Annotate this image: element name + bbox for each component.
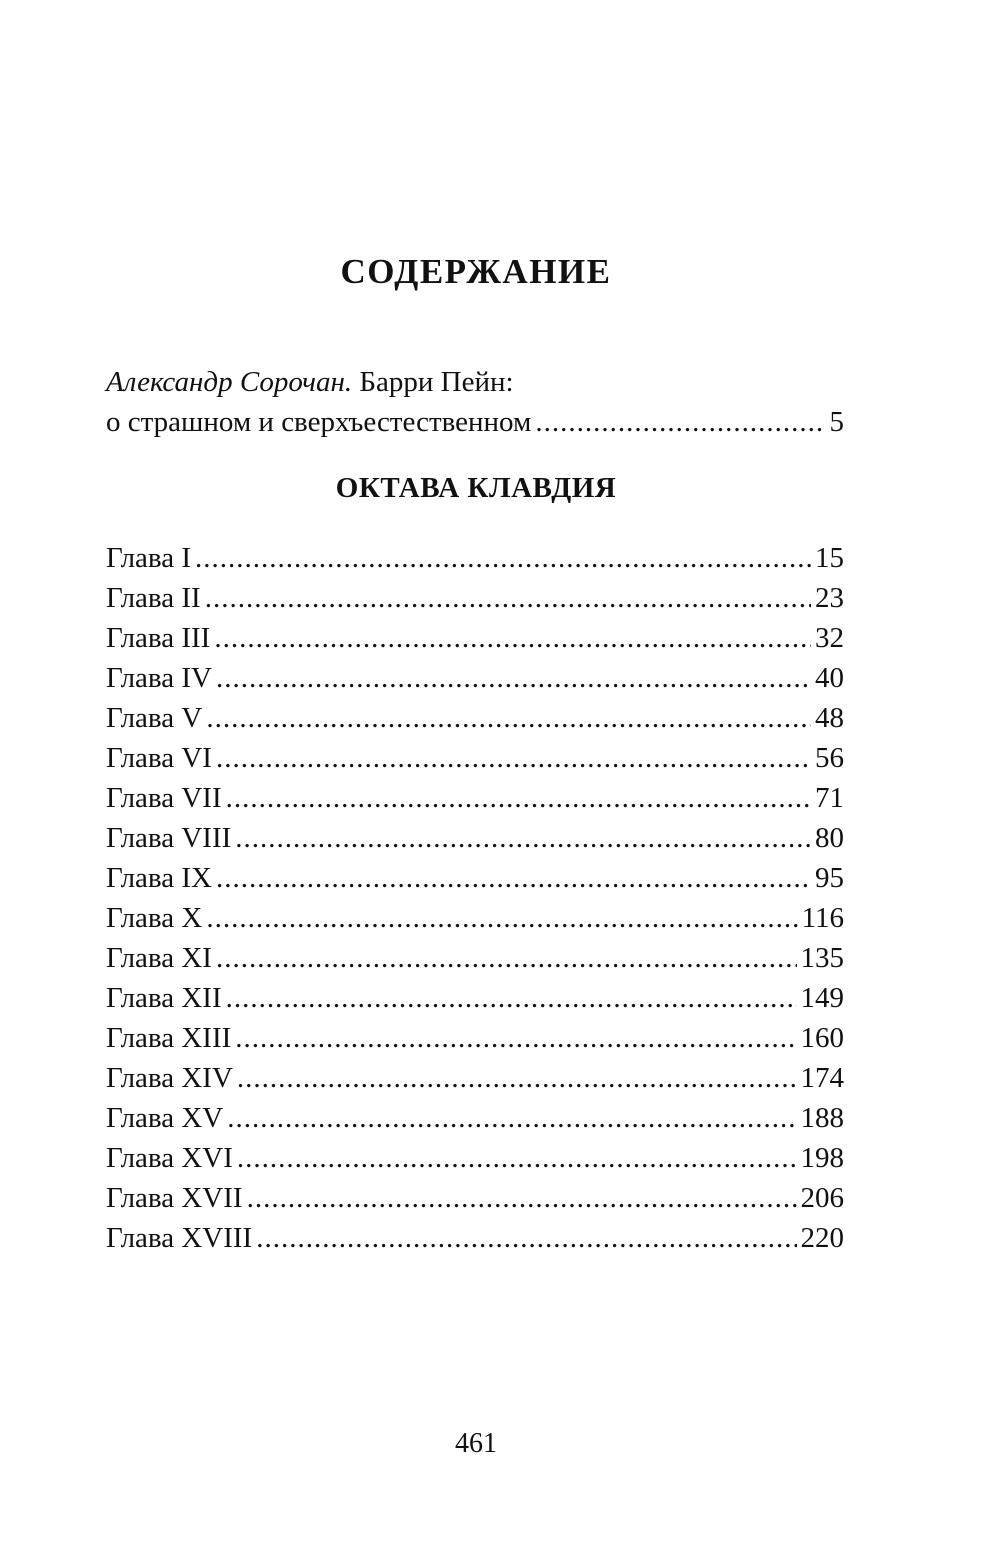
intro-author: Александр Сорочан. bbox=[106, 366, 353, 398]
chapter-label: Глава XI bbox=[106, 942, 212, 974]
chapter-page-number: 198 bbox=[800, 1142, 844, 1174]
chapter-label: Глава XVI bbox=[106, 1142, 233, 1174]
toc-entry bbox=[106, 898, 844, 938]
toc-entry bbox=[106, 1218, 844, 1258]
leader-dots bbox=[216, 938, 797, 978]
section-title: ОКТАВА КЛАВДИЯ bbox=[335, 472, 617, 504]
chapter-page-number: 32 bbox=[815, 622, 844, 654]
intro-line-2 bbox=[106, 402, 844, 442]
toc-entry bbox=[106, 578, 844, 618]
chapter-page-number: 23 bbox=[815, 582, 844, 614]
chapter-label: Глава VIII bbox=[106, 822, 232, 854]
chapter-label: Глава XVII bbox=[106, 1182, 243, 1214]
toc-entry bbox=[106, 1058, 844, 1098]
intro-line-1 bbox=[106, 362, 844, 402]
chapter-label: Глава IV bbox=[106, 662, 212, 694]
intro-page-number: 5 bbox=[829, 406, 844, 438]
intro-entry bbox=[106, 362, 844, 442]
chapter-list bbox=[106, 538, 844, 1258]
leader-dots bbox=[205, 578, 811, 618]
leader-dots bbox=[226, 778, 811, 818]
chapter-label: Глава XV bbox=[106, 1102, 224, 1134]
chapter-label: Глава VI bbox=[106, 742, 212, 774]
leader-dots bbox=[235, 1018, 796, 1058]
toc-entry bbox=[106, 538, 844, 578]
leader-dots bbox=[237, 1058, 797, 1098]
chapter-label: Глава II bbox=[106, 582, 201, 614]
chapter-page-number: 149 bbox=[800, 982, 844, 1014]
chapter-label: Глава VII bbox=[106, 782, 222, 814]
chapter-page-number: 40 bbox=[815, 662, 844, 694]
chapter-label: Глава X bbox=[106, 902, 203, 934]
toc-entry bbox=[106, 1098, 844, 1138]
chapter-label: Глава IX bbox=[106, 862, 212, 894]
leader-dots bbox=[256, 1218, 796, 1258]
toc-entry bbox=[106, 658, 844, 698]
toc-entry bbox=[106, 738, 844, 778]
chapter-page-number: 48 bbox=[815, 702, 844, 734]
page-number: 461 bbox=[455, 1428, 497, 1459]
leader-dots bbox=[216, 858, 811, 898]
leader-dots bbox=[206, 898, 797, 938]
leader-dots bbox=[535, 402, 825, 442]
leader-dots bbox=[227, 1098, 796, 1138]
chapter-page-number: 220 bbox=[800, 1222, 844, 1254]
chapter-page-number: 95 bbox=[815, 862, 844, 894]
chapter-page-number: 15 bbox=[815, 542, 844, 574]
chapter-page-number: 116 bbox=[801, 902, 844, 934]
toc-entry bbox=[106, 778, 844, 818]
leader-dots bbox=[237, 1138, 797, 1178]
leader-dots bbox=[216, 738, 811, 778]
chapter-page-number: 174 bbox=[800, 1062, 844, 1094]
toc-entry bbox=[106, 938, 844, 978]
toc-entry bbox=[106, 618, 844, 658]
intro-title-line2: о страшном и сверхъестественном bbox=[106, 406, 532, 438]
chapter-page-number: 188 bbox=[800, 1102, 844, 1134]
chapter-page-number: 56 bbox=[815, 742, 844, 774]
chapter-page-number: 135 bbox=[800, 942, 844, 974]
leader-dots bbox=[216, 658, 811, 698]
toc-entry bbox=[106, 818, 844, 858]
chapter-label: Глава XIII bbox=[106, 1022, 232, 1054]
chapter-label: Глава V bbox=[106, 702, 203, 734]
chapter-page-number: 71 bbox=[815, 782, 844, 814]
leader-dots bbox=[226, 978, 797, 1018]
leader-dots bbox=[206, 698, 811, 738]
intro-title-line1: Барри Пейн: bbox=[352, 366, 514, 398]
chapter-label: Глава XII bbox=[106, 982, 222, 1014]
leader-dots bbox=[235, 818, 811, 858]
leader-dots bbox=[214, 618, 811, 658]
chapter-label: Глава III bbox=[106, 622, 211, 654]
toc-entry bbox=[106, 978, 844, 1018]
toc-entry bbox=[106, 1018, 844, 1058]
toc-entry bbox=[106, 1138, 844, 1178]
toc-entry bbox=[106, 858, 844, 898]
leader-dots bbox=[195, 538, 811, 578]
chapter-label: Глава XVIII bbox=[106, 1222, 253, 1254]
chapter-page-number: 80 bbox=[815, 822, 844, 854]
toc-entry bbox=[106, 1178, 844, 1218]
chapter-page-number: 206 bbox=[800, 1182, 844, 1214]
chapter-page-number: 160 bbox=[800, 1022, 844, 1054]
page-title: СОДЕРЖАНИЕ bbox=[340, 252, 612, 291]
leader-dots bbox=[247, 1178, 797, 1218]
toc-entry bbox=[106, 698, 844, 738]
chapter-label: Глава XIV bbox=[106, 1062, 233, 1094]
chapter-label: Глава I bbox=[106, 542, 192, 574]
